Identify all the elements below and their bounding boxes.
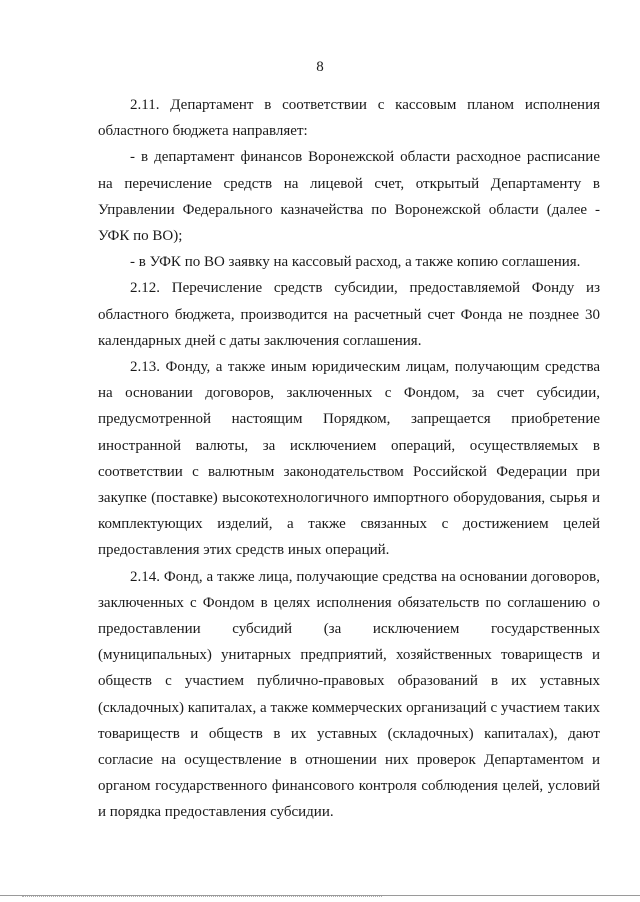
paragraph-2-14: 2.14. Фонд, а также лица, получающие средства на основании договоров, заключенных с Фондом в целях исполнения обязательств по соглашению о предоставлении субсидий (за исключением государственных (муниципальных) унитарных предприятий, хозяйственных товариществ и обществ с участием публично-правовых образований в их уставных (складочных) капиталах, а также коммерческих организаций с участием таких товариществ и обществ в их уставных (складочных) капиталах), дают согласие на осуществление в отношении них проверок Департаментом и органом государственного финансового контроля соблюдения целей, условий и порядка предоставления субсидии. bbox=[98, 568, 600, 821]
paragraph-2-11: 2.11. Департамент в соответствии с кассовым планом исполнения областного бюджета направляет: bbox=[98, 97, 600, 140]
paragraph-2-11-item-2: - в УФК по ВО заявку на кассовый расход, а также копию соглашения. bbox=[130, 254, 581, 271]
scan-edge-dots bbox=[22, 896, 382, 898]
paragraph-2-13: 2.13. Фонду, а также иным юридическим лицам, получающим средства на основании договоров, заключенных с Фондом, за счет субсидии, предусмотренной настоящим Порядком, запрещается приобретение иностранной валюты, за исключением операций, осуществляемых в соответствии с валютным законодательством Российской Федерации при закупке (поставке) высокотехнологичного импортного оборудования, сырья и комплектующих изделий, а также связанных с достижением целей предоставления этих средств иных операций. bbox=[98, 359, 600, 559]
page-number: 8 bbox=[316, 59, 324, 75]
paragraph-2-11-item-1: - в департамент финансов Воронежской области расходное расписание на перечисление средств на лицевой счет, открытый Департаменту в Управлении Федерального казначейства по Воронежской области (далее - УФК по ВО); bbox=[98, 149, 600, 245]
document-body bbox=[98, 92, 600, 826]
paragraph-2-12: 2.12. Перечисление средств субсидии, предоставляемой Фонду из областного бюджета, производится на расчетный счет Фонда не позднее 30 календарных дней с даты заключения соглашения. bbox=[98, 280, 600, 349]
